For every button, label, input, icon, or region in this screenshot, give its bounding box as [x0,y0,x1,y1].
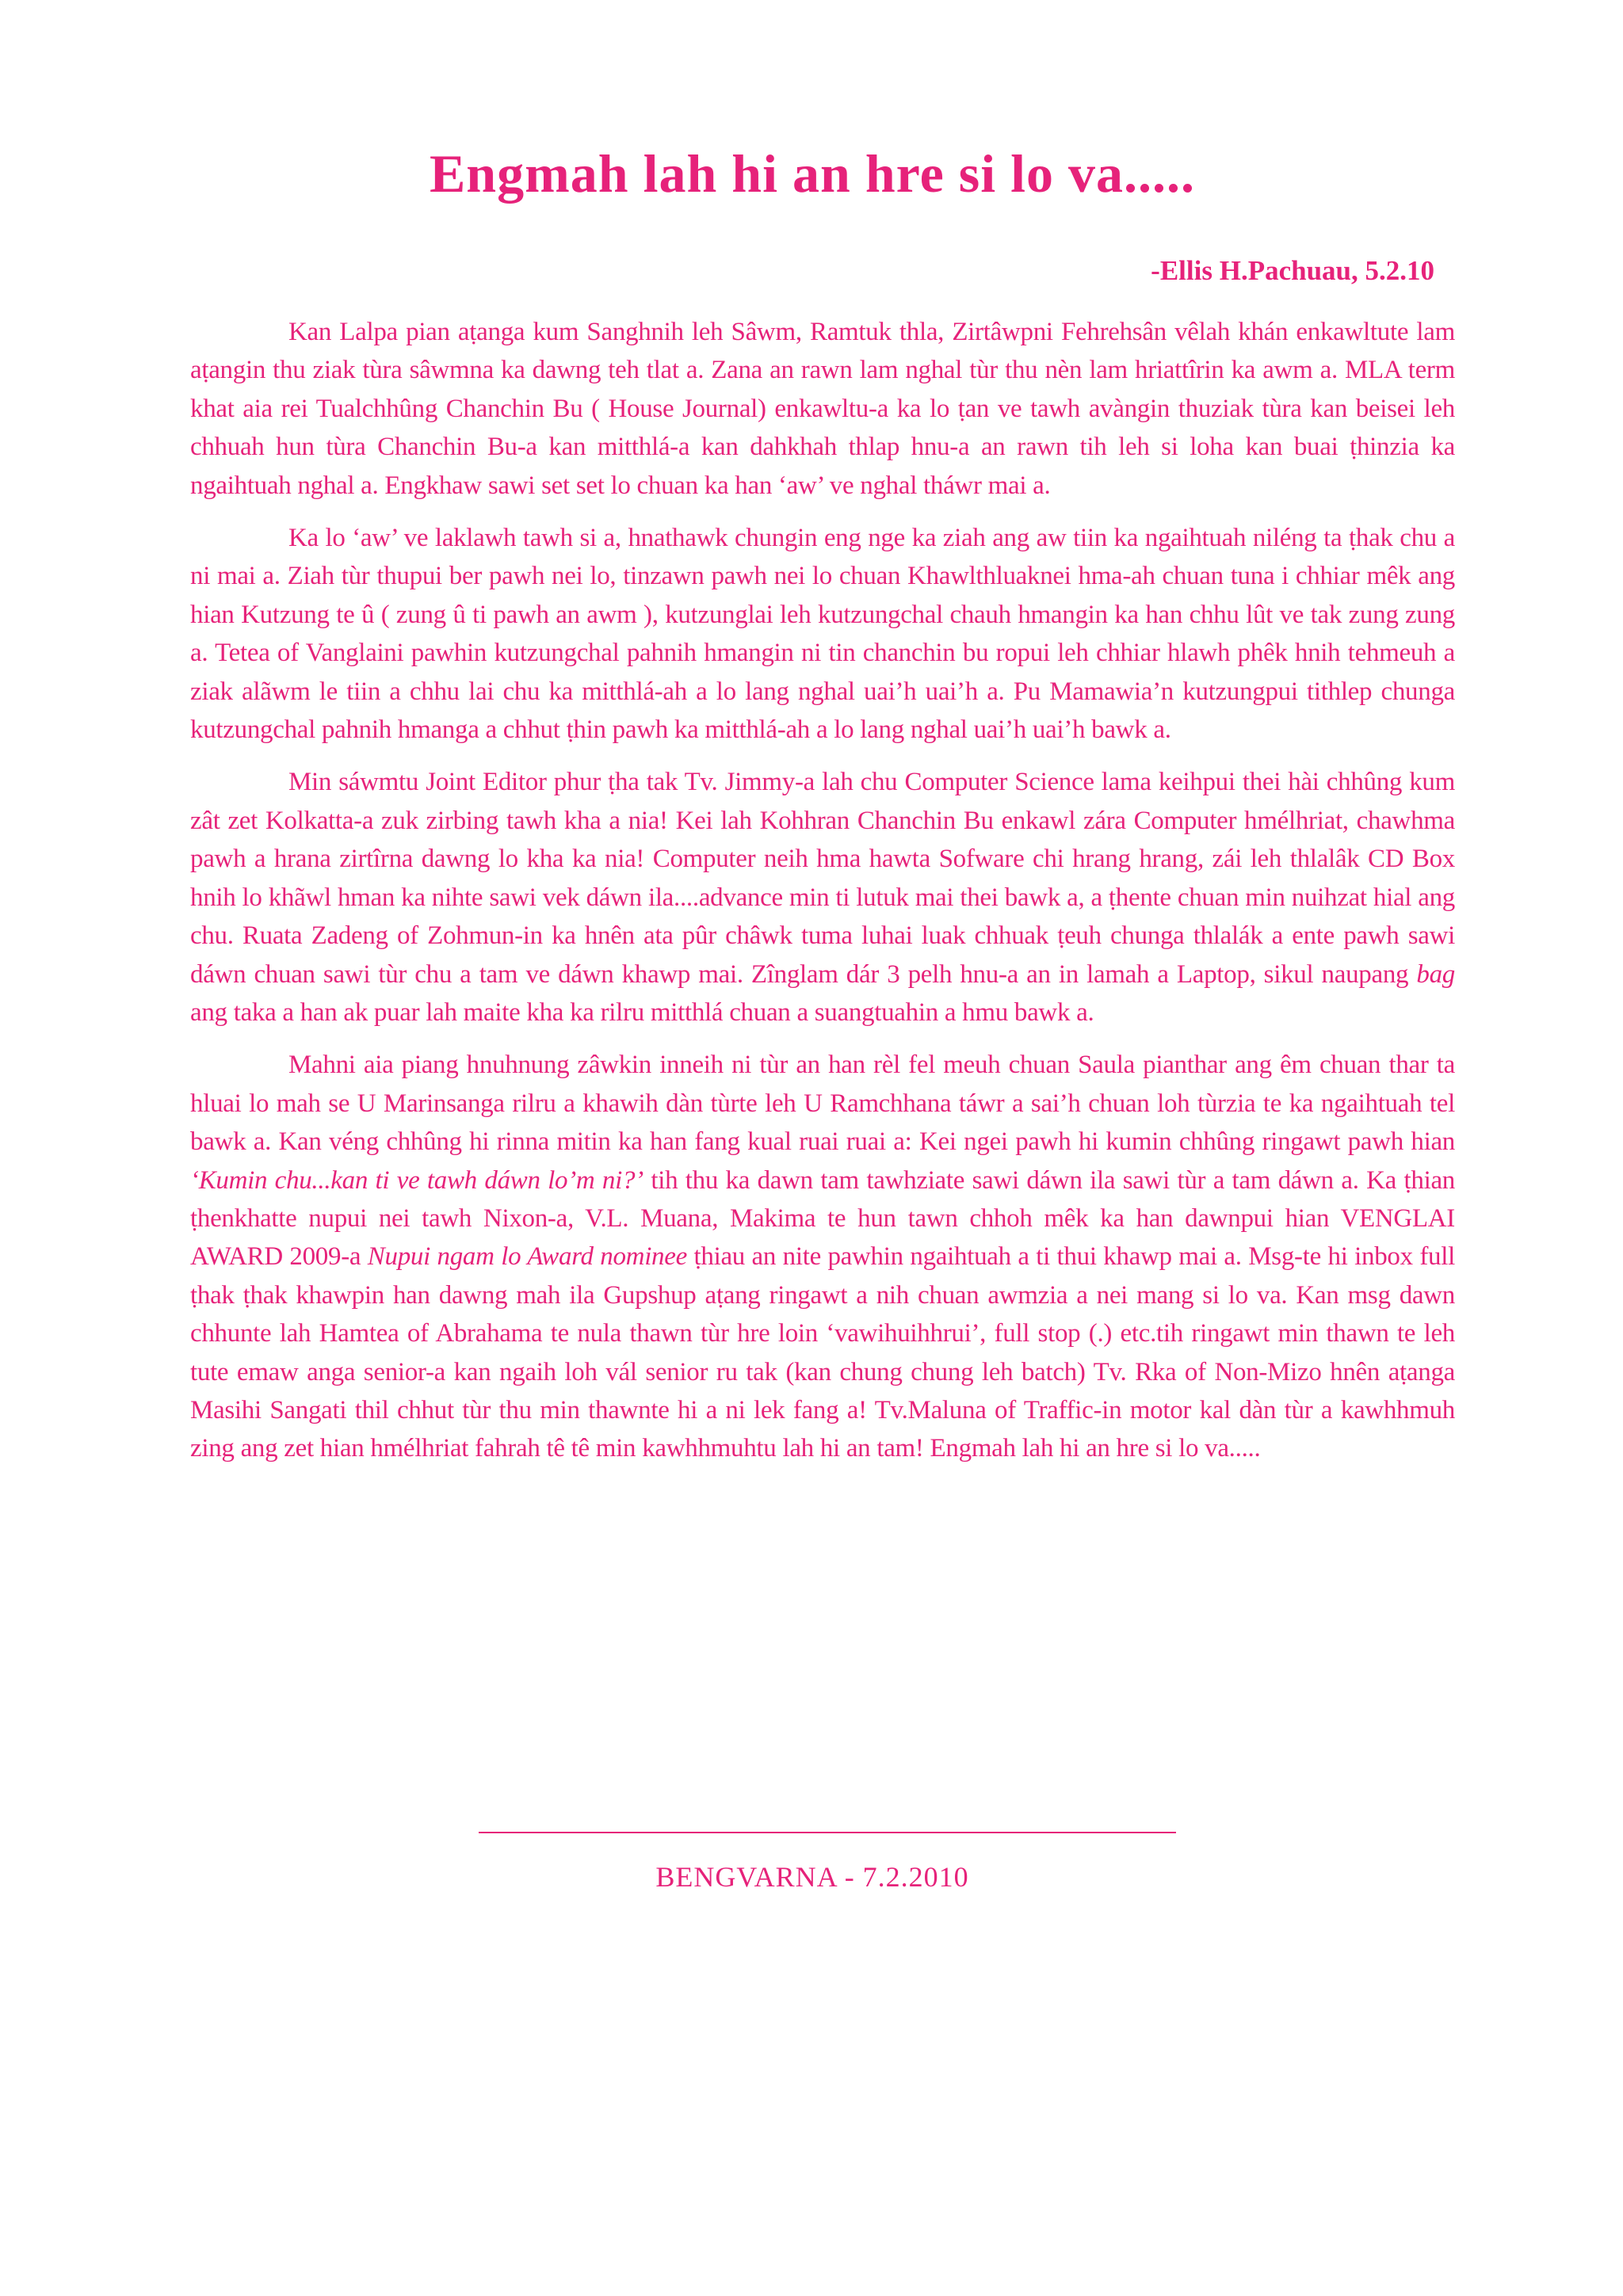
paragraph-text: ang taka a han ak puar lah maite kha ka rilru mitthlá chuan a suangtuahin a hmu bawk a. [190,997,1094,1027]
paragraph-text: Kan Lalpa pian aṭanga kum Sanghnih leh Sâwm, Ramtuk thla, Zirtâwpni Fehrehsân vêlah khán enkawltute lam aṭangin thu ziak tùra sâwmna ka dawng teh tlat a. Zana an rawn lam nghal tùr thu nèn lam hriattîrin ka awm a. MLA term khat aia rei Tualchhûng Chanchin Bu ( House Journal) enkawltu-a ka lo ṭan ve tawh avàngin thuziak tùra kan beisei leh chhuah hun tùra Chanchin Bu-a kan mitthlá-a kan dahkhah thlap hnu-a an rawn tih leh si loha kan buai ṭhinzia ka ngaihtuah nghal a. Engkhaw sawi set set lo chuan ka han ‘aw’ ve nghal tháwr mai a. [190,318,1455,500]
paragraph-text: Mahni aia piang hnuhnung zâwkin inneih ni tùr an han rèl fel meuh chuan Saula pianthar ang êm chuan thar ta hluai lo mah se U Marinsanga rilru a khawih dàn tùrte leh U Ramchhana táwr a sai’h chuan loh tùrzia te ka ngaihtuah tel bawk a. Kan véng chhûng hi rinna mitin ka han fang kual ruai ruai a: Kei ngei pawh hi kumin chhûng ringawt pawh hian [190,1051,1455,1157]
paragraph-text: Min sáwmtu Joint Editor phur ṭha tak Tv. Jimmy-a lah chu Computer Science lama keihpui thei hài chhûng kum zât zet Kolkatta-a zuk zirbing tawh kha a nia! Kei lah Kohhran Chanchin Bu enkawl zára Computer hmélhriat, chawhma pawh a hrana zirtîrna dawng lo kha ka nia! Computer neih hma hawta Sofware chi hrang hrang, zái leh thlalâk CD Box hnih lo khãwl hman ka nihte sawi vek dáwn ila....advance min ti lutuk mai thei bawk a, a ṭhente chuan min nuihzat hial ang chu. Ruata Zadeng of Zohmun-in ka hnên ata pûr châwk tuma luhai luak chhuak ṭeuh chunga thlalák a ente pawh sawi dáwn chuan sawi tùr chu a tam ve dáwn khawp mai. Zînglam dár 3 pelh hnu-a an in lamah a Laptop, sikul naupang [190,768,1455,989]
body-paragraph [190,519,1455,749]
footer-divider [479,1832,1176,1833]
paragraph-text: tih thu ka dawn tam tawhziate sawi dáwn ila sawi tùr a tam dáwn a. Ka ṭhian ṭhenkhatte nupui nei tawh Nixon-a, V.L. Muana, Makima te hun tawn chhoh mêk ka han dawnpui hian VENGLAI AWARD 2009-a [190,1165,1455,1272]
article-body [190,313,1455,1482]
article-title: Engmah lah hi an hre si lo va..... [429,143,1196,204]
body-paragraph [190,1046,1455,1467]
italic-text: Nupui ngam lo Award nominee [367,1242,687,1272]
paragraph-text: ṭhiau an nite pawhin ngaihtuah a ti thui khawp mai a. Msg-te hi inbox full ṭhak ṭhak khawpin han dawng mah ila Gupshup aṭang ringawt a nih chuan awmzia a nei mang si lo va. Kan msg dawn chhunte lah Hamtea of Abrahama te nula thawn tùr hre loin ‘vawihuihhrui’, full stop (.) etc.tih ringawt min thawn te leh tute emaw anga senior-a kan ngaih loh vál senior ru tak (kan chung chung leh batch) Tv. Rka of Non-Mizo hnên aṭanga Masihi Sangati thil chhut tùr thu min thawnte hi a ni lek fang a! Tv.Maluna of Traffic-in motor kal dàn tùr a kawhhmuh zing ang zet hian hmélhriat fahrah tê tê min kawhhmuhtu lah hi an tam! Engmah lah hi an hre si lo va..... [190,1242,1455,1463]
footer-publication: BENGVARNA - 7.2.2010 [655,1861,969,1893]
italic-text: bag [1416,959,1455,989]
paragraph-text: Ka lo ‘aw’ ve laklawh tawh si a, hnathawk chungin eng nge ka ziah ang aw tiin ka ngaihtuah niléng ta ṭhak chu a ni mai a. Ziah tùr thupui ber pawh nei lo, tinzawn pawh nei lo chuan Khawlthluaknei hma-ah chuan tuna i chhiar mêk ang hian Kutzung te û ( zung û ti pawh an awm ), kutzunglai leh kutzungchal chauh hmangin ka han chhu lût ve tak zung zung a. Tetea of Vanglaini pawhin kutzungchal pahnih hmangin ni tin chanchin bu ropui leh chhiar hlawh phêk hnih tehmeuh a ziak alãwm le tiin a chhu lai chu ka mitthlá-ah a lo lang nghal uai’h uai’h a. Pu Mamawia’n kutzungpui tithlep chunga kutzungchal pahnih hmanga a chhut ṭhin pawh ka mitthlá-ah a lo lang nghal uai’h uai’h bawk a. [190,524,1455,745]
body-paragraph [190,763,1455,1032]
author-byline: -Ellis H.Pachuau, 5.2.10 [1151,255,1434,286]
body-paragraph [190,313,1455,505]
italic-text: ‘Kumin chu...kan ti ve tawh dáwn lo’m ni?’ [190,1165,643,1195]
